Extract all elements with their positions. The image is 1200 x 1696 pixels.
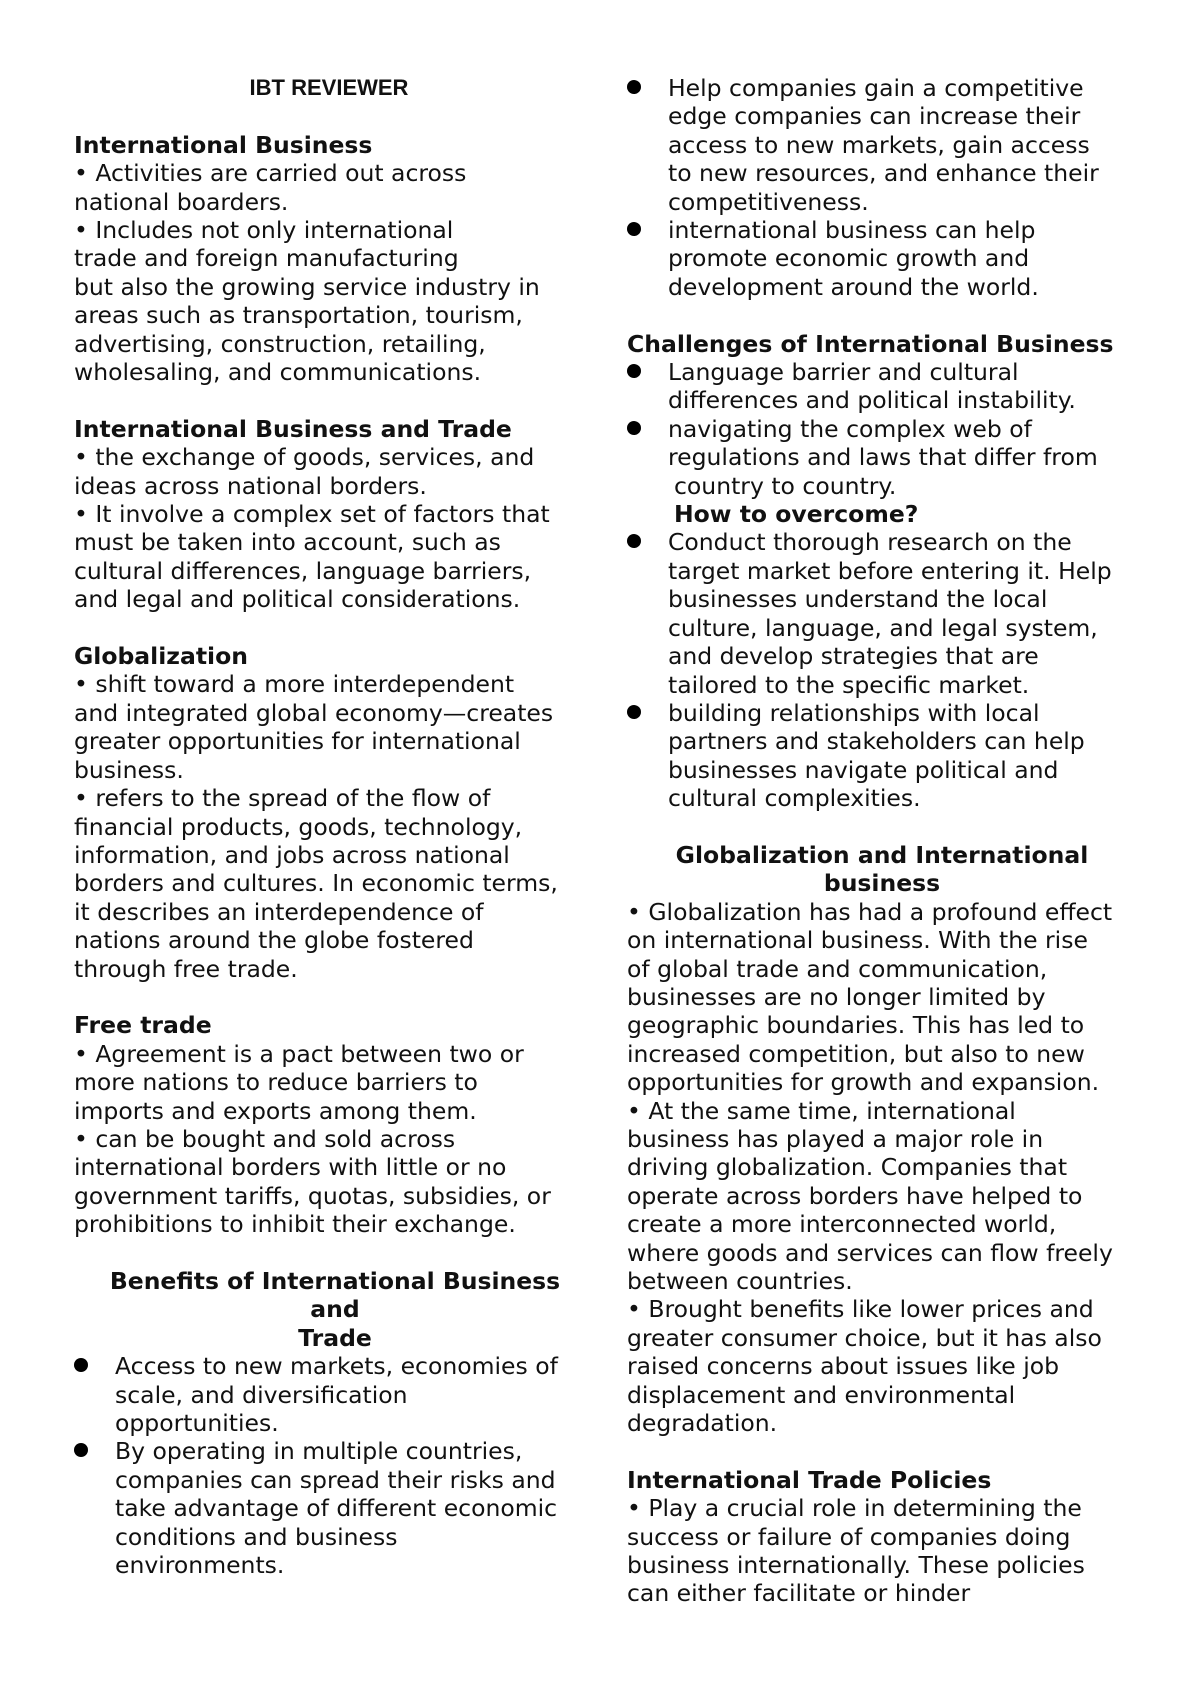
- text-line: international business can help: [668, 216, 1036, 245]
- text-line: promote economic growth and: [668, 244, 1030, 273]
- text-line: target market before entering it. Help: [668, 556, 1112, 585]
- text-line: differences and political instability.: [668, 386, 1076, 415]
- text-line: development around the world.: [668, 272, 1039, 301]
- text-line: raised concerns about issues like job: [627, 1352, 1060, 1381]
- text-line: business.: [74, 755, 184, 784]
- bullet-item: [627, 415, 1137, 500]
- text-line: conditions and business: [115, 1522, 398, 1551]
- text-line: take advantage of different economic: [115, 1494, 558, 1523]
- text-line: By operating in multiple countries,: [115, 1437, 523, 1466]
- text-line: opportunities for growth and expansion.: [627, 1068, 1100, 1097]
- text-line: • Includes not only international: [74, 216, 454, 244]
- text-line: • Globalization has had a profound effect: [627, 897, 1113, 926]
- bullet-item: [627, 216, 1137, 301]
- text-line: • Agreement is a pact between two or: [74, 1039, 524, 1068]
- text-line: businesses are no longer limited by: [627, 982, 1046, 1011]
- text-line: government tariffs, quotas, subsidies, or: [74, 1181, 551, 1210]
- bullet-item: [74, 1352, 596, 1437]
- text-line: trade and foreign manufacturing: [74, 244, 459, 273]
- text-line: driving globalization. Companies that: [627, 1153, 1068, 1182]
- section-benefits-continued: [627, 74, 1137, 301]
- text-line: country to country.: [674, 471, 897, 500]
- text-line: borders and cultures. In economic terms,: [74, 869, 558, 898]
- section-heading: Trade: [298, 1323, 372, 1352]
- text-line: success or failure of companies doing: [627, 1522, 1071, 1551]
- section-heading: Globalization and International: [675, 840, 1089, 869]
- text-line: tailored to the specific market.: [668, 670, 1030, 699]
- text-line: it describes an interdependence of: [74, 897, 484, 926]
- text-line: national boarders.: [74, 187, 289, 216]
- text-line: building relationships with local: [668, 698, 1040, 727]
- text-line: between countries.: [627, 1267, 853, 1296]
- text-line: to new resources, and enhance their: [668, 159, 1099, 188]
- text-line: • At the same time, international: [627, 1096, 1016, 1125]
- text-line: Help companies gain a competitive: [668, 74, 1084, 102]
- text-line: business has played a major role in: [627, 1125, 1044, 1153]
- text-line: create a more interconnected world,: [627, 1210, 1057, 1239]
- section-heading: International Business: [74, 130, 373, 159]
- text-line: Language barrier and cultural: [668, 358, 1019, 387]
- section-heading: Benefits of International Business: [109, 1266, 561, 1295]
- text-line: • Play a crucial role in determining the: [627, 1494, 1082, 1523]
- text-line: • the exchange of goods, services, and: [74, 443, 535, 472]
- text-line: of global trade and communication,: [627, 954, 1048, 983]
- text-line: • Activities are carried out across: [74, 159, 467, 188]
- section-globalization-and-international-business: [627, 841, 1137, 1438]
- text-line: companies can spread their risks and: [115, 1465, 556, 1494]
- text-line: geographic boundaries. This has led to: [627, 1011, 1085, 1040]
- subheading: How to overcome?: [674, 500, 919, 529]
- text-line: Conduct thorough research on the: [668, 528, 1072, 557]
- section-benefits: [74, 1267, 596, 1579]
- text-line: • can be bought and sold across: [74, 1124, 456, 1153]
- section-globalization: [74, 642, 596, 983]
- text-line: businesses navigate political and: [668, 755, 1059, 784]
- text-line: imports and exports among them.: [74, 1096, 477, 1125]
- document-title: IBT REVIEWER: [249, 75, 409, 100]
- text-line: opportunities.: [115, 1409, 279, 1437]
- text-line: and integrated global economy—creates: [74, 698, 554, 727]
- section-free-trade: [74, 1011, 596, 1238]
- section-heading: Challenges of International Business: [627, 329, 1114, 358]
- text-line: culture, language, and legal system,: [668, 613, 1098, 642]
- bullet-list: [627, 74, 1137, 301]
- left-column: [74, 74, 596, 1608]
- text-line: wholesaling, and communications.: [74, 358, 482, 387]
- right-column: [627, 74, 1137, 1636]
- text-line: • refers to the spread of the flow of: [74, 784, 491, 813]
- text-line: advertising, construction, retailing,: [74, 329, 486, 358]
- text-line: and legal and political considerations.: [74, 585, 521, 614]
- bullet-item: [627, 74, 1137, 216]
- text-line: Access to new markets, economies of: [115, 1352, 558, 1381]
- bullet-list: [627, 358, 1137, 500]
- text-line: cultural complexities.: [668, 784, 921, 813]
- section-international-trade-policies: [627, 1466, 1137, 1608]
- text-line: • shift toward a more interdependent: [74, 670, 515, 699]
- text-line: information, and jobs across national: [74, 840, 510, 869]
- text-line: regulations and laws that differ from: [668, 443, 1098, 472]
- text-line: increased competition, but also to new: [627, 1039, 1085, 1068]
- text-line: greater opportunities for international: [74, 727, 521, 756]
- text-line: degradation.: [627, 1409, 778, 1438]
- bullet-item: [627, 699, 1137, 813]
- text-line: but also the growing service industry in: [74, 272, 540, 301]
- section-heading: International Trade Policies: [627, 1465, 992, 1494]
- text-line: areas such as transportation, tourism,: [74, 301, 523, 330]
- text-line: edge companies can increase their: [668, 102, 1081, 131]
- section-heading: Free trade: [74, 1011, 212, 1040]
- text-line: through free trade.: [74, 954, 298, 983]
- section-heading: and: [310, 1295, 360, 1324]
- text-line: cultural differences, language barriers,: [74, 556, 532, 585]
- section-heading: Globalization: [74, 642, 248, 671]
- section-heading: business: [823, 869, 941, 898]
- section-heading: International Business and Trade: [74, 414, 512, 443]
- text-line: where goods and services can flow freely: [627, 1238, 1113, 1267]
- bullet-item: [627, 358, 1137, 415]
- text-line: competitiveness.: [668, 187, 869, 216]
- text-line: international borders with little or no: [74, 1153, 507, 1182]
- text-line: • It involve a complex set of factors that: [74, 500, 550, 529]
- text-line: must be taken into account, such as: [74, 528, 501, 557]
- text-line: business internationally. These policies: [627, 1551, 1085, 1580]
- text-line: partners and stakeholders can help: [668, 727, 1085, 756]
- bullet-list: [74, 1352, 596, 1579]
- text-line: nations around the globe fostered: [74, 926, 474, 955]
- bullet-list: [627, 528, 1137, 812]
- text-line: operate across borders have helped to: [627, 1181, 1083, 1210]
- bullet-item: [74, 1437, 596, 1579]
- text-line: scale, and diversification: [115, 1380, 408, 1409]
- text-line: on international business. With the rise: [627, 926, 1088, 955]
- text-line: ideas across national borders.: [74, 471, 427, 500]
- text-line: displacement and environmental: [627, 1380, 1016, 1409]
- text-line: more nations to reduce barriers to: [74, 1068, 478, 1097]
- section-challenges: [627, 330, 1137, 813]
- text-line: can either facilitate or hinder: [627, 1579, 971, 1608]
- text-line: navigating the complex web of: [668, 414, 1032, 443]
- text-line: and develop strategies that are: [668, 642, 1039, 671]
- text-line: • Brought benefits like lower prices and: [627, 1295, 1094, 1324]
- section-international-business-and-trade: [74, 415, 596, 614]
- text-line: greater consumer choice, but it has also: [627, 1323, 1102, 1352]
- text-line: financial products, goods, technology,: [74, 812, 523, 841]
- section-international-business: [74, 131, 596, 387]
- text-line: businesses understand the local: [668, 585, 1048, 614]
- text-line: environments.: [115, 1551, 285, 1580]
- text-line: access to new markets, gain access: [668, 130, 1090, 159]
- text-line: prohibitions to inhibit their exchange.: [74, 1210, 516, 1239]
- bullet-item: [627, 528, 1137, 698]
